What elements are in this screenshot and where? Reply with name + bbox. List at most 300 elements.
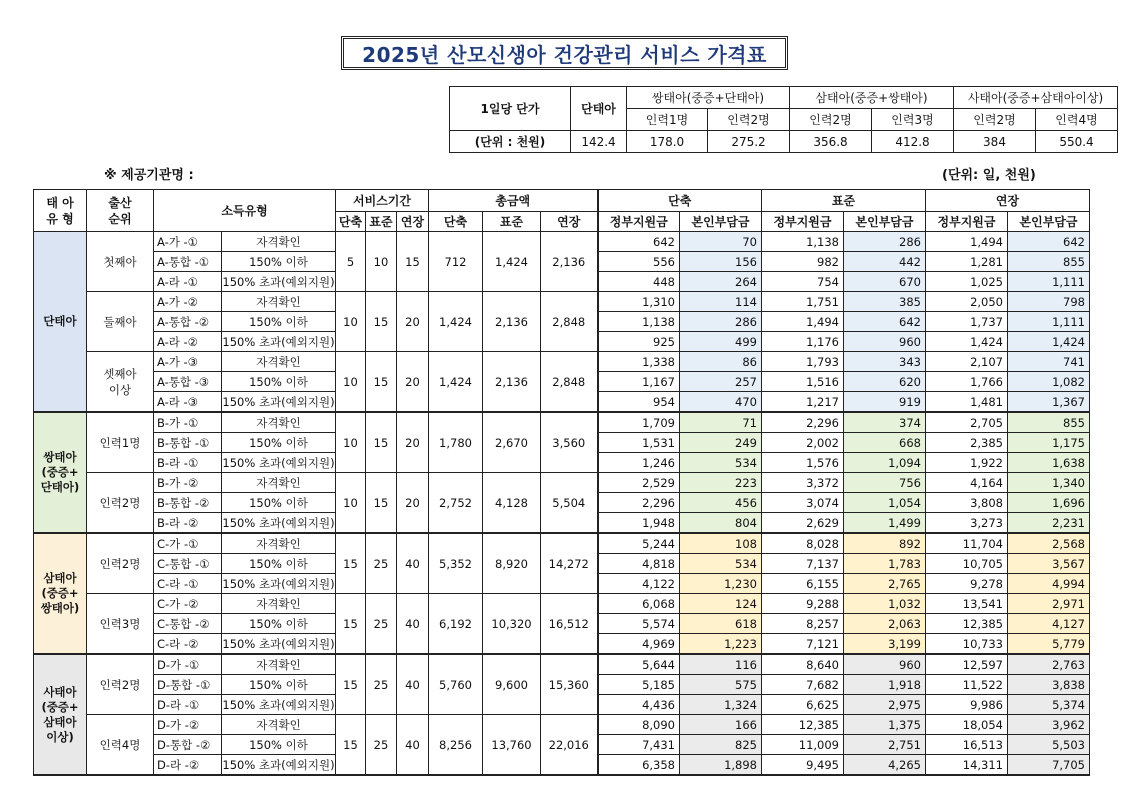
self-pay-cell: 642 xyxy=(844,312,926,332)
total-cell: 5,352 xyxy=(429,533,483,594)
header-short: 단축 xyxy=(598,190,762,212)
income-type: 150% 초과(예외지원) xyxy=(222,272,336,292)
gov-support-cell: 6,155 xyxy=(762,574,844,594)
income-type: 150% 이하 xyxy=(222,252,336,272)
self-pay-cell: 116 xyxy=(680,654,762,675)
gov-support-cell: 1,494 xyxy=(762,312,844,332)
gov-support-cell: 14,311 xyxy=(926,755,1008,776)
subheader-short: 단축 xyxy=(429,212,483,232)
gov-support-cell: 925 xyxy=(598,332,680,352)
gov-support-cell: 3,372 xyxy=(762,473,844,493)
self-pay-cell: 960 xyxy=(844,654,926,675)
gov-support-cell: 1,310 xyxy=(598,292,680,312)
self-pay-cell: 1,082 xyxy=(1008,372,1090,392)
self-pay-cell: 534 xyxy=(680,453,762,473)
gov-support-cell: 2,050 xyxy=(926,292,1008,312)
self-pay-cell: 249 xyxy=(680,433,762,453)
income-type: 150% 초과(예외지원) xyxy=(222,755,336,776)
gov-support-cell: 4,818 xyxy=(598,554,680,574)
page-title: 2025년 산모신생아 건강관리 서비스 가격표 xyxy=(341,36,788,70)
self-pay-cell: 2,975 xyxy=(844,695,926,715)
self-pay-cell: 1,094 xyxy=(844,453,926,473)
gov-support-cell: 11,704 xyxy=(926,533,1008,554)
unit-group-label: 사태아(중증+삼태아이상) xyxy=(954,87,1118,109)
gov-support-cell: 1,246 xyxy=(598,453,680,473)
self-pay-cell: 2,971 xyxy=(1008,594,1090,614)
subheader-extended: 연장 xyxy=(541,212,598,232)
total-cell: 2,670 xyxy=(483,412,541,473)
table-row xyxy=(34,352,1090,372)
type-cell: 쌍태아 (중증+ 단태아) xyxy=(34,412,87,533)
income-code: B-라 -① xyxy=(154,453,222,473)
self-pay-cell: 1,499 xyxy=(844,513,926,534)
income-type: 150% 이하 xyxy=(222,493,336,513)
subheader-short: 단축 xyxy=(336,212,366,232)
gov-support-cell: 8,640 xyxy=(762,654,844,675)
provider-label: ※ 제공기관명 : xyxy=(104,168,194,183)
income-type: 자격확인 xyxy=(222,594,336,614)
gov-support-cell: 8,090 xyxy=(598,715,680,735)
self-pay-cell: 804 xyxy=(680,513,762,534)
unit-group-label: 삼태아(중증+쌍태아) xyxy=(790,87,954,109)
self-pay-cell: 1,230 xyxy=(680,574,762,594)
income-type: 자격확인 xyxy=(222,533,336,554)
total-cell: 10,320 xyxy=(483,594,541,655)
self-pay-cell: 756 xyxy=(844,473,926,493)
self-pay-cell: 1,223 xyxy=(680,634,762,655)
self-pay-cell: 343 xyxy=(844,352,926,372)
income-type: 자격확인 xyxy=(222,715,336,735)
unit-value: 384 xyxy=(954,131,1036,153)
self-pay-cell: 1,054 xyxy=(844,493,926,513)
gov-support-cell: 642 xyxy=(598,232,680,252)
self-pay-cell: 919 xyxy=(844,392,926,413)
gov-support-cell: 5,244 xyxy=(598,533,680,554)
income-type: 자격확인 xyxy=(222,654,336,675)
self-pay-cell: 1,638 xyxy=(1008,453,1090,473)
header-total: 총금액 xyxy=(429,190,598,212)
self-pay-cell: 1,111 xyxy=(1008,312,1090,332)
header-order: 출산 순위 xyxy=(87,190,154,232)
self-pay-cell: 2,568 xyxy=(1008,533,1090,554)
income-type: 150% 초과(예외지원) xyxy=(222,695,336,715)
self-pay-cell: 374 xyxy=(844,412,926,433)
self-pay-cell: 223 xyxy=(680,473,762,493)
type-cell: 삼태아 (중증+ 쌍태아) xyxy=(34,533,87,654)
period-cell: 15 xyxy=(397,232,429,292)
unit-value: 275.2 xyxy=(708,131,790,153)
income-type: 150% 이하 xyxy=(222,554,336,574)
income-code: C-가 -① xyxy=(154,533,222,554)
total-cell: 1,780 xyxy=(429,412,483,473)
self-pay-cell: 124 xyxy=(680,594,762,614)
self-pay-cell: 960 xyxy=(844,332,926,352)
gov-support-cell: 556 xyxy=(598,252,680,272)
period-cell: 25 xyxy=(366,654,397,715)
self-pay-cell: 1,324 xyxy=(680,695,762,715)
income-type: 자격확인 xyxy=(222,232,336,252)
self-pay-cell: 108 xyxy=(680,533,762,554)
self-pay-cell: 470 xyxy=(680,392,762,413)
order-cell: 인력2명 xyxy=(87,533,154,594)
type-cell: 사태아 (중증+ 삼태아 이상) xyxy=(34,654,87,775)
gov-support-cell: 3,074 xyxy=(762,493,844,513)
unit-row-label-top: 1일당 단가 xyxy=(450,87,571,131)
gov-support-cell: 6,358 xyxy=(598,755,680,776)
table-row xyxy=(34,232,1090,252)
gov-support-cell: 2,107 xyxy=(926,352,1008,372)
income-code: D-라 -② xyxy=(154,755,222,776)
income-code: D-라 -① xyxy=(154,695,222,715)
total-cell: 2,848 xyxy=(541,352,598,413)
period-cell: 25 xyxy=(366,533,397,594)
gov-support-cell: 1,948 xyxy=(598,513,680,534)
table-row xyxy=(34,473,1090,493)
self-pay-cell: 855 xyxy=(1008,252,1090,272)
total-cell: 2,136 xyxy=(541,232,598,292)
unit-value: 142.4 xyxy=(571,131,627,153)
income-code: B-가 -① xyxy=(154,412,222,433)
header-extended: 연장 xyxy=(926,190,1090,212)
gov-support-cell: 18,054 xyxy=(926,715,1008,735)
self-pay-cell: 286 xyxy=(844,232,926,252)
self-pay-cell: 114 xyxy=(680,292,762,312)
self-pay-cell: 1,918 xyxy=(844,675,926,695)
gov-support-cell: 4,969 xyxy=(598,634,680,655)
period-cell: 15 xyxy=(336,533,366,594)
total-cell: 2,752 xyxy=(429,473,483,534)
gov-support-cell: 2,296 xyxy=(762,412,844,433)
income-type: 150% 이하 xyxy=(222,735,336,755)
self-pay-cell: 1,696 xyxy=(1008,493,1090,513)
income-type: 150% 이하 xyxy=(222,312,336,332)
unit-row-label-bottom: (단위 : 천원) xyxy=(450,131,571,153)
self-pay-cell: 3,838 xyxy=(1008,675,1090,695)
self-pay-cell: 620 xyxy=(844,372,926,392)
order-cell: 인력4명 xyxy=(87,715,154,776)
unit-group-label: 쌍태아(중증+단태아) xyxy=(627,87,790,109)
gov-support-cell: 1,338 xyxy=(598,352,680,372)
gov-support-cell: 2,296 xyxy=(598,493,680,513)
gov-support-cell: 12,385 xyxy=(762,715,844,735)
self-pay-cell: 1,783 xyxy=(844,554,926,574)
income-code: A-라 -① xyxy=(154,272,222,292)
income-type: 150% 초과(예외지원) xyxy=(222,634,336,655)
gov-support-cell: 954 xyxy=(598,392,680,413)
self-pay-cell: 5,374 xyxy=(1008,695,1090,715)
total-cell: 5,504 xyxy=(541,473,598,534)
total-cell: 15,360 xyxy=(541,654,598,715)
price-table xyxy=(33,189,1090,776)
gov-support-cell: 3,808 xyxy=(926,493,1008,513)
period-cell: 10 xyxy=(336,352,366,413)
self-pay-cell: 86 xyxy=(680,352,762,372)
gov-support-cell: 754 xyxy=(762,272,844,292)
period-cell: 5 xyxy=(336,232,366,292)
income-type: 150% 이하 xyxy=(222,614,336,634)
gov-support-cell: 9,288 xyxy=(762,594,844,614)
income-type: 자격확인 xyxy=(222,473,336,493)
gov-support-cell: 2,002 xyxy=(762,433,844,453)
gov-support-cell: 1,922 xyxy=(926,453,1008,473)
gov-support-cell: 7,431 xyxy=(598,735,680,755)
gov-support-cell: 2,629 xyxy=(762,513,844,534)
gov-support-cell: 4,164 xyxy=(926,473,1008,493)
gov-support-cell: 1,176 xyxy=(762,332,844,352)
order-cell: 인력1명 xyxy=(87,412,154,473)
table-row xyxy=(34,654,1090,675)
gov-support-cell: 12,597 xyxy=(926,654,1008,675)
gov-support-cell: 1,424 xyxy=(926,332,1008,352)
unit-value: 356.8 xyxy=(790,131,872,153)
income-type: 150% 초과(예외지원) xyxy=(222,332,336,352)
total-cell: 5,760 xyxy=(429,654,483,715)
self-pay-cell: 5,503 xyxy=(1008,735,1090,755)
self-pay-cell: 1,375 xyxy=(844,715,926,735)
subheader-gov: 정부지원금 xyxy=(926,212,1008,232)
period-cell: 40 xyxy=(397,533,429,594)
gov-support-cell: 1,138 xyxy=(762,232,844,252)
gov-support-cell: 7,682 xyxy=(762,675,844,695)
unit-col: 인력2명 xyxy=(954,109,1036,131)
self-pay-cell: 5,779 xyxy=(1008,634,1090,655)
gov-support-cell: 1,025 xyxy=(926,272,1008,292)
self-pay-cell: 385 xyxy=(844,292,926,312)
gov-support-cell: 9,986 xyxy=(926,695,1008,715)
gov-support-cell: 8,028 xyxy=(762,533,844,554)
subheader-gov: 정부지원금 xyxy=(762,212,844,232)
table-row xyxy=(34,412,1090,433)
self-pay-cell: 442 xyxy=(844,252,926,272)
income-code: A-가 -③ xyxy=(154,352,222,372)
period-cell: 15 xyxy=(336,654,366,715)
gov-support-cell: 1,281 xyxy=(926,252,1008,272)
self-pay-cell: 892 xyxy=(844,533,926,554)
subheader-extended: 연장 xyxy=(397,212,429,232)
income-type: 150% 이하 xyxy=(222,433,336,453)
gov-support-cell: 6,625 xyxy=(762,695,844,715)
income-code: C-통합 -② xyxy=(154,614,222,634)
income-code: D-통합 -② xyxy=(154,735,222,755)
gov-support-cell: 1,481 xyxy=(926,392,1008,413)
total-cell: 8,256 xyxy=(429,715,483,776)
self-pay-cell: 2,063 xyxy=(844,614,926,634)
gov-support-cell: 982 xyxy=(762,252,844,272)
total-cell: 712 xyxy=(429,232,483,292)
total-cell: 1,424 xyxy=(483,232,541,292)
income-type: 150% 이하 xyxy=(222,675,336,695)
self-pay-cell: 741 xyxy=(1008,352,1090,372)
self-pay-cell: 499 xyxy=(680,332,762,352)
subheader-self: 본인부담금 xyxy=(680,212,762,232)
table-row xyxy=(34,715,1090,735)
income-code: A-라 -③ xyxy=(154,392,222,413)
income-code: A-통합 -② xyxy=(154,312,222,332)
order-cell: 둘째아 xyxy=(87,292,154,352)
self-pay-cell: 4,127 xyxy=(1008,614,1090,634)
self-pay-cell: 156 xyxy=(680,252,762,272)
self-pay-cell: 1,367 xyxy=(1008,392,1090,413)
income-code: A-통합 -③ xyxy=(154,372,222,392)
unit-col: 인력2명 xyxy=(790,109,872,131)
self-pay-cell: 7,705 xyxy=(1008,755,1090,776)
self-pay-cell: 2,751 xyxy=(844,735,926,755)
income-code: D-가 -① xyxy=(154,654,222,675)
unit-col: 인력1명 xyxy=(627,109,708,131)
gov-support-cell: 2,385 xyxy=(926,433,1008,453)
gov-support-cell: 1,709 xyxy=(598,412,680,433)
gov-support-cell: 9,278 xyxy=(926,574,1008,594)
gov-support-cell: 12,385 xyxy=(926,614,1008,634)
gov-support-cell: 2,529 xyxy=(598,473,680,493)
self-pay-cell: 1,175 xyxy=(1008,433,1090,453)
total-cell: 3,560 xyxy=(541,412,598,473)
total-cell: 1,424 xyxy=(429,352,483,413)
income-code: C-라 -② xyxy=(154,634,222,655)
income-code: C-가 -② xyxy=(154,594,222,614)
total-cell: 2,136 xyxy=(483,352,541,413)
header-standard: 표준 xyxy=(762,190,926,212)
self-pay-cell: 2,765 xyxy=(844,574,926,594)
gov-support-cell: 9,495 xyxy=(762,755,844,776)
income-code: D-통합 -① xyxy=(154,675,222,695)
income-type: 자격확인 xyxy=(222,352,336,372)
self-pay-cell: 668 xyxy=(844,433,926,453)
income-code: B-가 -② xyxy=(154,473,222,493)
self-pay-cell: 3,962 xyxy=(1008,715,1090,735)
income-type: 150% 초과(예외지원) xyxy=(222,453,336,473)
income-type: 150% 이하 xyxy=(222,372,336,392)
period-cell: 15 xyxy=(366,412,397,473)
income-code: C-라 -① xyxy=(154,574,222,594)
total-cell: 9,600 xyxy=(483,654,541,715)
period-cell: 40 xyxy=(397,654,429,715)
header-income: 소득유형 xyxy=(154,190,336,232)
unit-value: 412.8 xyxy=(872,131,954,153)
self-pay-cell: 70 xyxy=(680,232,762,252)
period-cell: 40 xyxy=(397,594,429,655)
self-pay-cell: 1,032 xyxy=(844,594,926,614)
income-code: D-가 -② xyxy=(154,715,222,735)
gov-support-cell: 3,273 xyxy=(926,513,1008,534)
gov-support-cell: 1,217 xyxy=(762,392,844,413)
gov-support-cell: 4,122 xyxy=(598,574,680,594)
period-cell: 10 xyxy=(336,412,366,473)
gov-support-cell: 5,185 xyxy=(598,675,680,695)
income-code: B-라 -② xyxy=(154,513,222,534)
unit-col: 인력4명 xyxy=(1036,109,1118,131)
gov-support-cell: 1,167 xyxy=(598,372,680,392)
self-pay-cell: 534 xyxy=(680,554,762,574)
order-cell: 인력2명 xyxy=(87,654,154,715)
period-cell: 15 xyxy=(336,715,366,776)
income-code: C-통합 -① xyxy=(154,554,222,574)
gov-support-cell: 1,737 xyxy=(926,312,1008,332)
self-pay-cell: 1,898 xyxy=(680,755,762,776)
order-cell: 인력2명 xyxy=(87,473,154,534)
income-type: 자격확인 xyxy=(222,412,336,433)
gov-support-cell: 1,766 xyxy=(926,372,1008,392)
self-pay-cell: 855 xyxy=(1008,412,1090,433)
income-type: 150% 초과(예외지원) xyxy=(222,574,336,594)
total-cell: 14,272 xyxy=(541,533,598,594)
gov-support-cell: 1,516 xyxy=(762,372,844,392)
gov-support-cell: 5,574 xyxy=(598,614,680,634)
gov-support-cell: 1,494 xyxy=(926,232,1008,252)
self-pay-cell: 286 xyxy=(680,312,762,332)
gov-support-cell: 8,257 xyxy=(762,614,844,634)
gov-support-cell: 1,138 xyxy=(598,312,680,332)
gov-support-cell: 5,644 xyxy=(598,654,680,675)
unit-value: 178.0 xyxy=(627,131,708,153)
type-cell: 단태아 xyxy=(34,232,87,413)
period-cell: 40 xyxy=(397,715,429,776)
self-pay-cell: 825 xyxy=(680,735,762,755)
period-cell: 10 xyxy=(336,473,366,534)
header-type: 태 아 유 형 xyxy=(34,190,87,232)
unit-price-table xyxy=(449,86,1118,153)
self-pay-cell: 2,231 xyxy=(1008,513,1090,534)
total-cell: 1,424 xyxy=(429,292,483,352)
gov-support-cell: 13,541 xyxy=(926,594,1008,614)
total-cell: 8,920 xyxy=(483,533,541,594)
self-pay-cell: 1,340 xyxy=(1008,473,1090,493)
gov-support-cell: 7,137 xyxy=(762,554,844,574)
self-pay-cell: 3,199 xyxy=(844,634,926,655)
income-code: A-가 -① xyxy=(154,232,222,252)
subheader-gov: 정부지원금 xyxy=(598,212,680,232)
subheader-self: 본인부담금 xyxy=(1008,212,1090,232)
gov-support-cell: 2,705 xyxy=(926,412,1008,433)
total-cell: 16,512 xyxy=(541,594,598,655)
self-pay-cell: 3,567 xyxy=(1008,554,1090,574)
order-cell: 셋째아 이상 xyxy=(87,352,154,413)
income-code: A-가 -② xyxy=(154,292,222,312)
order-cell: 첫째아 xyxy=(87,232,154,292)
income-code: A-라 -② xyxy=(154,332,222,352)
self-pay-cell: 264 xyxy=(680,272,762,292)
order-cell: 인력3명 xyxy=(87,594,154,655)
total-cell: 2,848 xyxy=(541,292,598,352)
period-cell: 20 xyxy=(397,292,429,352)
unit-col: 인력3명 xyxy=(872,109,954,131)
self-pay-cell: 4,994 xyxy=(1008,574,1090,594)
gov-support-cell: 4,436 xyxy=(598,695,680,715)
self-pay-cell: 456 xyxy=(680,493,762,513)
gov-support-cell: 11,009 xyxy=(762,735,844,755)
period-cell: 10 xyxy=(366,232,397,292)
period-cell: 15 xyxy=(366,292,397,352)
self-pay-cell: 642 xyxy=(1008,232,1090,252)
period-cell: 25 xyxy=(366,715,397,776)
subheader-self: 본인부담금 xyxy=(844,212,926,232)
self-pay-cell: 575 xyxy=(680,675,762,695)
gov-support-cell: 11,522 xyxy=(926,675,1008,695)
self-pay-cell: 1,111 xyxy=(1008,272,1090,292)
period-cell: 25 xyxy=(366,594,397,655)
self-pay-cell: 618 xyxy=(680,614,762,634)
gov-support-cell: 1,751 xyxy=(762,292,844,312)
income-code: B-통합 -① xyxy=(154,433,222,453)
gov-support-cell: 448 xyxy=(598,272,680,292)
total-cell: 2,136 xyxy=(483,292,541,352)
period-cell: 15 xyxy=(336,594,366,655)
period-cell: 10 xyxy=(336,292,366,352)
self-pay-cell: 670 xyxy=(844,272,926,292)
period-cell: 15 xyxy=(366,352,397,413)
gov-support-cell: 6,068 xyxy=(598,594,680,614)
self-pay-cell: 71 xyxy=(680,412,762,433)
